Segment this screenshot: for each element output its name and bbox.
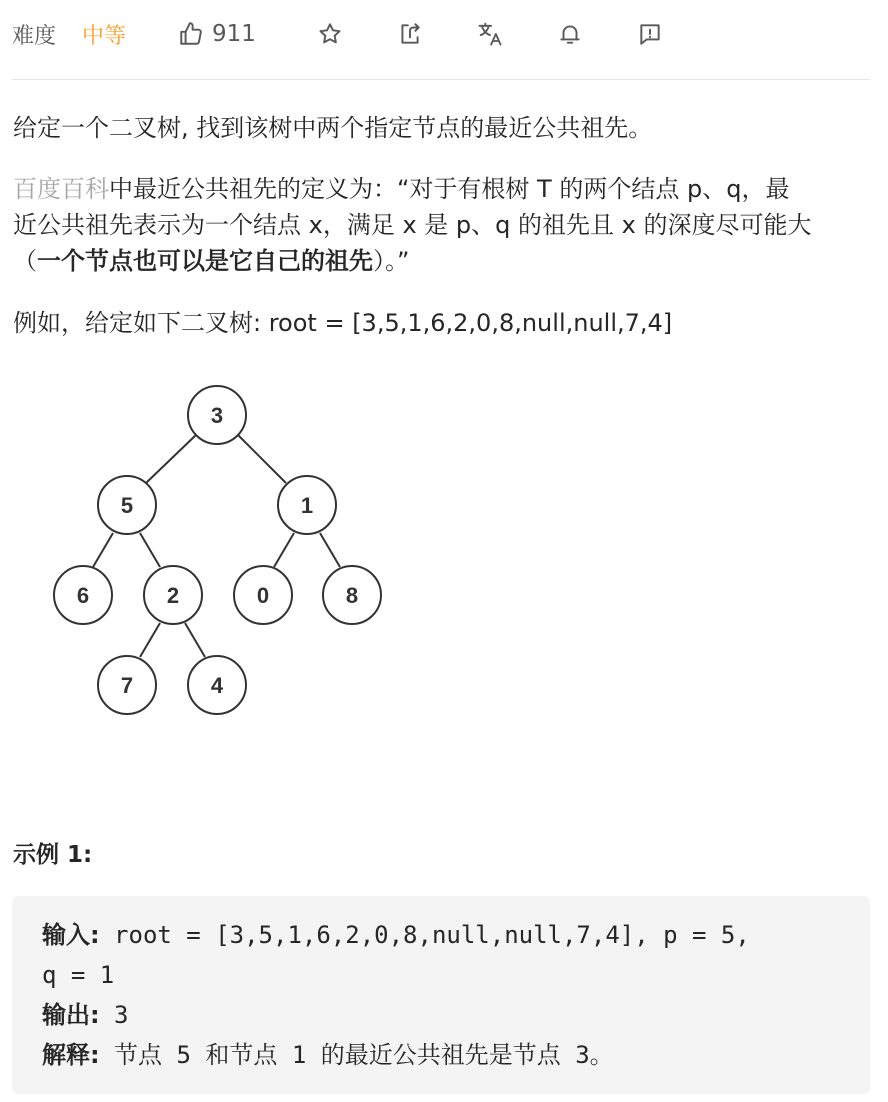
definition-open-paren: （	[13, 247, 37, 275]
explanation-value: 节点 5 和节点 1 的最近公共祖先是节点 3。	[99, 1041, 614, 1069]
difficulty-label: 难度	[12, 23, 57, 49]
tree-node-label: 0	[256, 583, 270, 608]
example-tree-text: 例如，给定如下二叉树: root = [3,5,1,6,2,0,8,null,null,7,4]	[13, 309, 673, 337]
definition-bold-note: 一个节点也可以是它自己的祖先	[37, 247, 373, 275]
like-count: 911	[212, 21, 256, 47]
definition-line-2: 近公共祖先表示为一个结点 x，满足 x 是 p、q 的祖先且 x 的深度尽可能大	[13, 211, 812, 239]
input-line-2: q = 1	[42, 961, 115, 989]
tree-edge	[140, 533, 160, 567]
input-line-1	[42, 915, 750, 955]
definition-close: ）。”	[373, 247, 410, 275]
favorite-button[interactable]	[312, 18, 348, 50]
tree-edge	[140, 623, 160, 657]
feedback-button[interactable]	[632, 18, 668, 50]
tree-node-label: 3	[210, 403, 224, 428]
feedback-icon	[637, 21, 663, 47]
output-label: 输出:	[42, 1001, 100, 1029]
problem-toolbar	[12, 0, 870, 80]
tree-node-label: 6	[76, 583, 90, 608]
translate-icon	[476, 20, 504, 48]
tree-edge	[237, 434, 286, 483]
share-icon	[397, 21, 423, 47]
binary-tree-diagram	[40, 380, 400, 730]
example-title: 示例 1:	[13, 842, 93, 868]
share-button[interactable]	[392, 18, 428, 50]
tree-node-label: 1	[300, 493, 314, 518]
explanation-line	[42, 1035, 614, 1075]
output-line	[42, 995, 129, 1035]
tree-node-label: 5	[120, 493, 134, 518]
bell-icon	[557, 21, 583, 47]
thumbs-up-icon	[178, 21, 204, 47]
problem-intro: 给定一个二叉树, 找到该树中两个指定节点的最近公共祖先。	[13, 114, 653, 142]
tree-node-label: 8	[345, 583, 359, 608]
tree-node-label: 4	[210, 673, 224, 698]
definition-line-3	[13, 243, 409, 279]
translate-button[interactable]	[472, 18, 508, 50]
tree-edge	[274, 533, 294, 567]
output-value: 3	[99, 1001, 129, 1029]
tree-node-label: 2	[166, 583, 180, 608]
tree-edge	[93, 533, 113, 567]
star-icon	[317, 21, 343, 47]
tree-edge	[146, 434, 197, 483]
definition-text-1: 中最近公共祖先的定义为：“对于有根树 T 的两个结点 p、q，最	[109, 175, 790, 203]
input-label: 输入:	[42, 921, 100, 949]
input-value-1: root = [3,5,1,6,2,0,8,null,null,7,4], p = 5,	[99, 921, 750, 949]
tree-edge	[185, 623, 205, 657]
definition-line-1	[13, 171, 789, 207]
example-code-block	[12, 896, 870, 1094]
explanation-label: 解释:	[42, 1041, 100, 1069]
tree-edge	[320, 533, 340, 567]
tree-node-label: 7	[120, 673, 134, 698]
difficulty-value: 中等	[82, 23, 127, 49]
like-button[interactable]	[178, 18, 256, 50]
baidu-baike-link[interactable]: 百度百科	[13, 175, 109, 203]
notification-button[interactable]	[552, 18, 588, 50]
